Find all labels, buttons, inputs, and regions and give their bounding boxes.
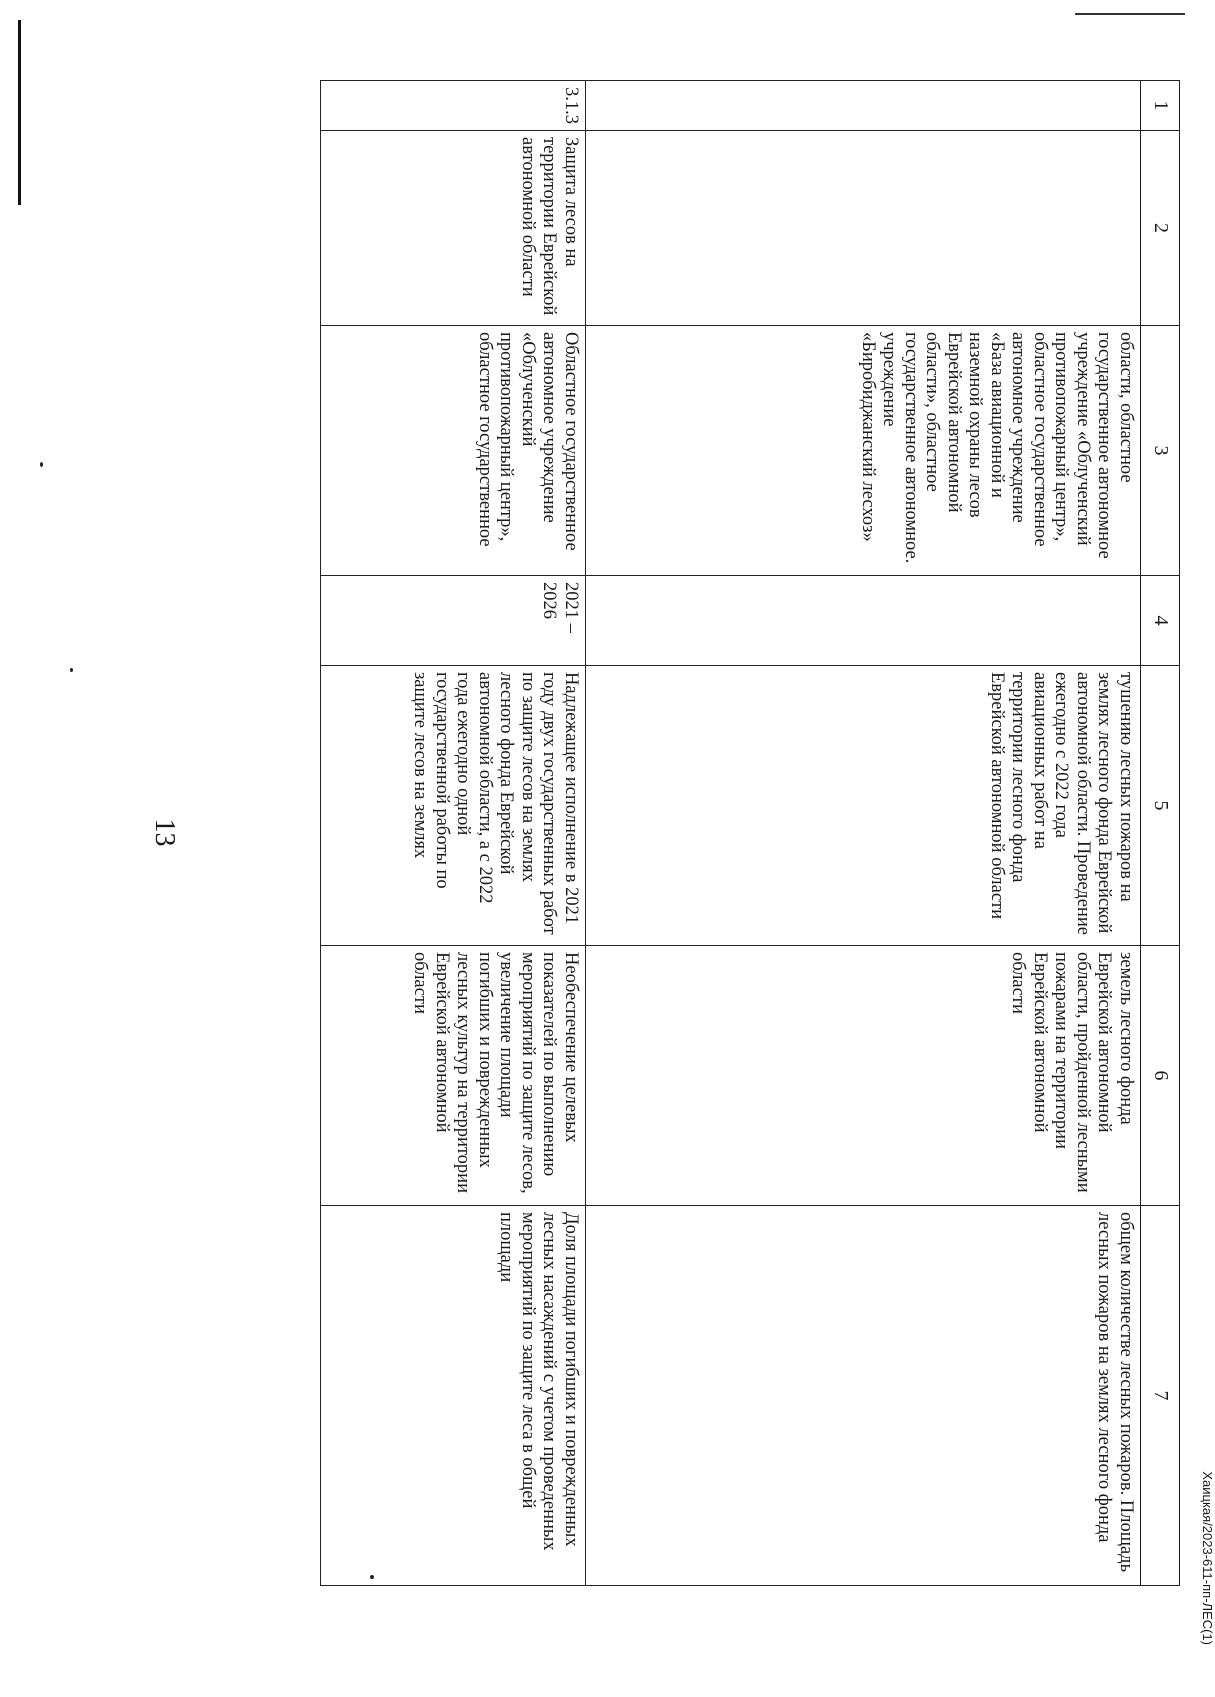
measures-table <box>320 80 1180 1586</box>
scan-margin-line <box>18 20 21 205</box>
scan-speck <box>40 462 43 467</box>
indicator-cell: общем количестве лесных пожаров. Площадь лесных пожаров на землях лесного фонда <box>586 1206 1141 1586</box>
row-number <box>586 81 1141 131</box>
executor-cell: Областное государственное автономное учреждение «Облученский противопожарный центр», областное государственное <box>321 326 586 576</box>
column-header: 3 <box>1141 326 1180 576</box>
page-number: 13 <box>149 818 180 847</box>
row-number: 3.1.3 <box>321 81 586 131</box>
measure-name: Защита лесов на территории Еврейской автономной области <box>321 131 586 326</box>
table-row <box>321 81 586 1586</box>
column-header: 5 <box>1141 666 1180 946</box>
column-header: 6 <box>1141 946 1180 1206</box>
column-header: 2 <box>1141 131 1180 326</box>
period-cell: 2021 – 2026 <box>321 576 586 666</box>
scan-speck <box>70 668 73 672</box>
column-header: 7 <box>1141 1206 1180 1586</box>
scan-top-right-line <box>1075 13 1185 15</box>
rotated-page <box>140 80 1215 1645</box>
document-code: Хаицкая/2023-611-пп-ЛЕС(1) <box>1200 1471 1215 1645</box>
expected-result-cell: тушению лесных пожаров на землях лесного фонда Еврейской автономной области. Проведение ежегодно с 2022 года авиационных работ на территории лесного фонда Еврейской автономной области <box>586 666 1141 946</box>
consequences-cell: Необеспечение целевых показателей по выполнению мероприятий по защите лесов, увеличение площади погибших и поврежденных лесных культур на территории Еврейской автономной области <box>321 946 586 1206</box>
consequences-cell: земель лесного фонда Еврейской автономной области, пройденной лесными пожарами на территории Еврейской автономной области <box>586 946 1141 1206</box>
column-header: 4 <box>1141 576 1180 666</box>
table-header-row <box>1141 81 1180 1586</box>
indicator-cell: Доля площади погибших и поврежденных лесных насаждений с учетом проведенных мероприятий по защите леса в общей площади <box>321 1206 586 1586</box>
column-header: 1 <box>1141 81 1180 131</box>
executor-cell: области, областное государственное автономное учреждение «Облученский противопожарный центр», областное государственное автономное учреждение «База авиационной и наземной охраны лесов Еврейской автономной области», областное государственное автономное. учреждение «Биробиджанский лесхоз» <box>586 326 1141 576</box>
period-cell <box>586 576 1141 666</box>
expected-result-cell: Надлежащее исполнение в 2021 году двух государственных работ по защите лесов на землях лесного фонда Еврейской автономной области, а с 2022 года ежегодно одной государственной работы по защите лесов на землях <box>321 666 586 946</box>
table-row <box>586 81 1141 1586</box>
measure-name <box>586 131 1141 326</box>
